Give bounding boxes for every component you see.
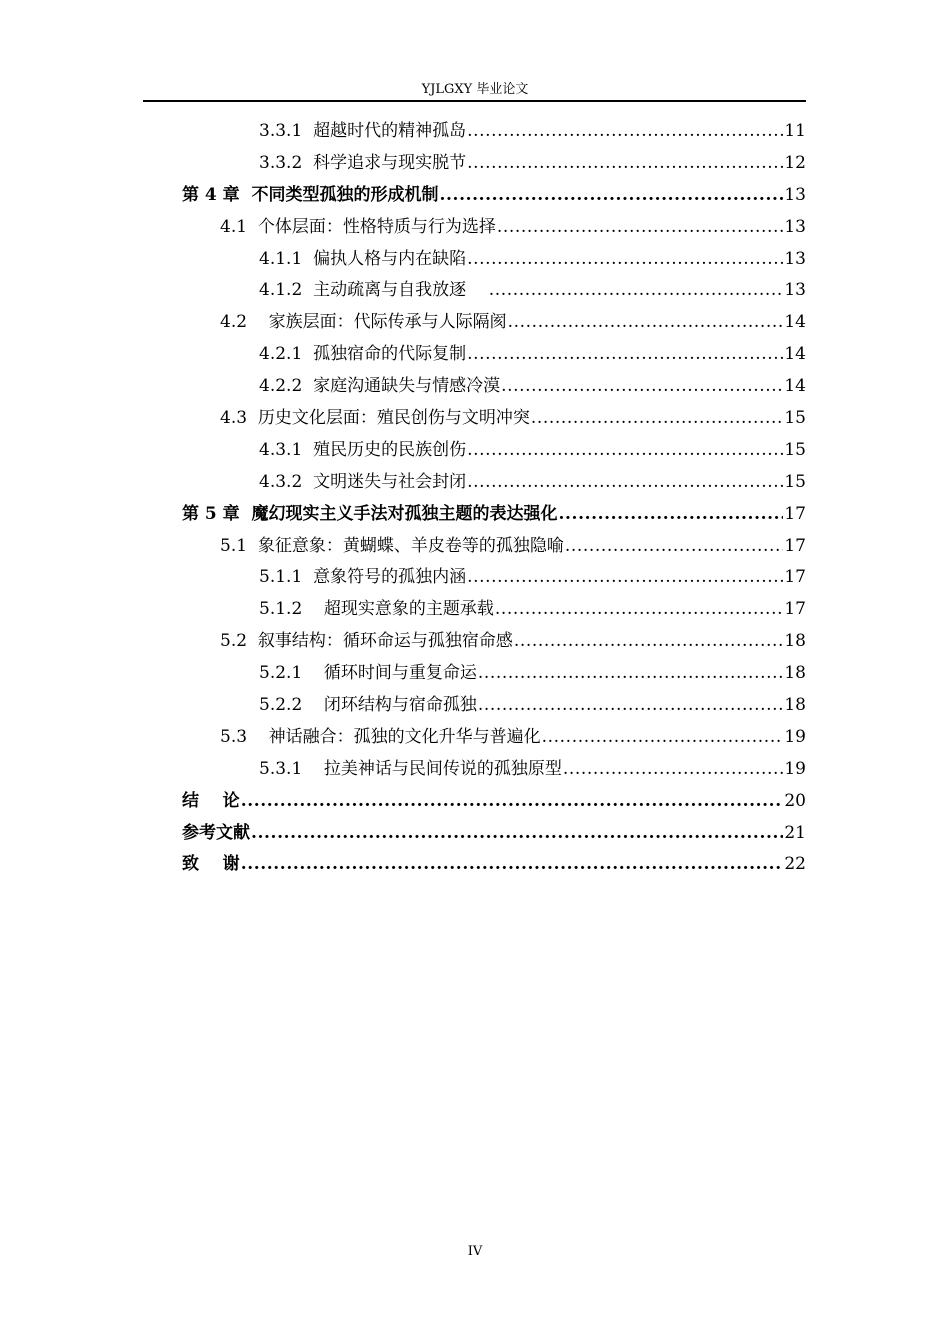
toc-entry-gap [302, 658, 324, 690]
toc-entry-title: 家族层面：代际传承与人际隔阂 [268, 312, 507, 333]
toc-dot-leader [467, 562, 783, 594]
toc-entry-number: 5.2.2 [259, 695, 303, 716]
toc-entry-page: 13 [784, 184, 806, 205]
toc-entry-title: 家庭沟通缺失与情感冷漠 [313, 376, 501, 397]
toc-entry-number: 4.2 [220, 312, 248, 333]
toc-entry-page: 19 [784, 758, 806, 779]
toc-dot-leader [514, 626, 784, 658]
toc-entry-gap [240, 180, 252, 212]
toc-dot-leader [542, 722, 784, 754]
toc-entry-page: 17 [784, 535, 806, 556]
toc-entry-title: 结 论 [182, 790, 240, 811]
toc-entry-number: 5.3.1 [259, 758, 303, 779]
toc-entry-title: 超现实意象的主题承载 [323, 599, 494, 620]
toc-entry-gap [302, 594, 324, 626]
toc-entry-gap [302, 275, 313, 307]
toc-entry-gap [302, 754, 324, 786]
toc-dot-leader [501, 371, 783, 403]
toc-entry-page: 18 [784, 663, 806, 684]
toc-entry-title: 超越时代的精神孤岛 [313, 121, 467, 141]
toc-entry-page: 13 [784, 216, 806, 237]
toc-entry-title: 叙事结构：循环命运与孤独宿命感 [257, 631, 513, 652]
toc-entry-gap [302, 244, 313, 276]
toc-entry-title: 拉美神话与民间传说的孤独原型 [323, 758, 562, 779]
toc-entry[interactable] [182, 531, 806, 563]
toc-entry-page: 19 [784, 726, 806, 747]
toc-entry[interactable] [182, 722, 806, 754]
toc-entry-page: 15 [784, 471, 806, 492]
toc-entry[interactable] [182, 244, 806, 276]
toc-entry-gap [302, 116, 313, 148]
toc-entry-page: 14 [784, 312, 806, 333]
toc-entry-title: 科学追求与现实脱节 [313, 152, 467, 173]
toc-entry-gap [302, 148, 313, 180]
page-number: IV [467, 1244, 483, 1259]
toc-entry-gap [302, 690, 324, 722]
toc-entry-number: 第 5 章 [182, 503, 240, 524]
toc-entry[interactable] [182, 339, 806, 371]
toc-entry-page: 14 [784, 376, 806, 397]
toc-entry-title: 文明迷失与社会封闭 [313, 471, 467, 492]
toc-entry-page: 17 [784, 567, 806, 588]
toc-entry-number: 4.2.1 [259, 344, 303, 365]
toc-entry-title: 意象符号的孤独内涵 [313, 567, 467, 588]
toc-entry[interactable] [182, 754, 806, 786]
page-header: YJLGXY 毕业论文 [421, 82, 529, 97]
toc-entry-title: 象征意象：黄蝴蝶、羊皮卷等的孤独隐喻 [257, 535, 564, 556]
toc-entry[interactable] [182, 849, 806, 881]
toc-dot-leader [467, 467, 783, 499]
toc-entry[interactable] [182, 403, 806, 435]
toc-entry-page: 12 [784, 152, 806, 173]
toc-dot-leader [440, 180, 784, 212]
toc-dot-leader [489, 275, 784, 307]
toc-dot-leader [467, 244, 783, 276]
toc-dot-leader [531, 403, 784, 435]
toc-entry-number: 4.2.2 [259, 376, 303, 397]
toc-entry[interactable] [182, 658, 806, 690]
toc-entry-title: 魔幻现实主义手法对孤独主题的表达强化 [251, 503, 558, 524]
toc-entry[interactable] [182, 626, 806, 658]
toc-entry-title: 致 谢 [182, 854, 240, 875]
toc-entry-number: 5.2 [220, 631, 248, 652]
toc-entry-title: 殖民历史的民族创伤 [313, 439, 467, 460]
toc-dot-leader [467, 116, 783, 148]
toc-entry-title: 偏执人格与内在缺陷 [313, 248, 467, 269]
toc-entry[interactable] [182, 371, 806, 403]
toc-entry-title: 参考文献 [182, 822, 250, 843]
toc-entry-gap [247, 403, 258, 435]
toc-dot-leader [495, 594, 783, 626]
toc-entry-page: 20 [784, 790, 806, 811]
toc-entry-number: 5.2.1 [259, 663, 303, 684]
toc-entry[interactable] [182, 307, 806, 339]
toc-entry-number: 4.1.2 [259, 280, 303, 301]
toc-entry-gap [302, 339, 313, 371]
toc-entry[interactable] [182, 594, 806, 626]
toc-entry[interactable] [182, 275, 806, 307]
toc-entry-gap [302, 562, 313, 594]
toc-entry-number: 4.3.1 [259, 439, 303, 460]
toc-entry-gap [247, 722, 269, 754]
toc-entry[interactable] [182, 690, 806, 722]
toc-entry-number: 4.3.2 [259, 471, 303, 492]
toc-entry-page: 18 [784, 631, 806, 652]
toc-entry-page: 13 [784, 248, 806, 269]
toc-dot-leader [241, 849, 784, 881]
toc-dot-leader [251, 818, 783, 850]
toc-entry-title: 孤独宿命的代际复制 [313, 344, 467, 365]
toc-entry[interactable] [182, 148, 806, 180]
toc-entry-number: 3.3.1 [259, 121, 303, 141]
toc-entry[interactable] [182, 212, 806, 244]
toc-entry-gap [247, 307, 269, 339]
toc-dot-leader [241, 786, 784, 818]
toc-entry-title: 神话融合：孤独的文化升华与普遍化 [268, 726, 541, 747]
toc-dot-leader [563, 754, 783, 786]
toc-entry-number: 4.1 [220, 216, 248, 237]
toc-entry-number: 第 4 章 [182, 184, 240, 205]
toc-entry-number: 5.1 [220, 535, 248, 556]
toc-entry-number: 5.1.1 [259, 567, 303, 588]
toc-entry-gap [302, 435, 313, 467]
toc-entry-page: 15 [784, 408, 806, 429]
toc-entry-gap [302, 467, 313, 499]
toc-entry[interactable] [182, 180, 806, 212]
toc-entry-page: 14 [784, 344, 806, 365]
toc-entry[interactable] [182, 786, 806, 818]
toc-entry[interactable] [182, 435, 806, 467]
toc-entry-title: 主动疏离与自我放逐 [313, 280, 488, 301]
toc-entry-title: 不同类型孤独的形成机制 [251, 184, 439, 205]
toc-entry-page: 22 [784, 854, 806, 875]
toc-dot-leader [467, 435, 783, 467]
toc-entry-number: 4.3 [220, 408, 248, 429]
toc-entry[interactable] [182, 499, 806, 531]
toc-entry-title: 循环时间与重复命运 [323, 663, 477, 684]
toc-entry-title: 历史文化层面：殖民创伤与文明冲突 [257, 408, 530, 429]
toc-entry-number: 5.3 [220, 726, 248, 747]
toc-dot-leader [508, 307, 784, 339]
toc-entry[interactable] [182, 467, 806, 499]
table-of-contents [182, 116, 806, 881]
toc-entry-gap [247, 531, 258, 563]
toc-entry-number: 5.1.2 [259, 599, 303, 620]
toc-entry-page: 11 [784, 121, 806, 141]
toc-entry-page: 17 [784, 599, 806, 620]
toc-entry-page: 21 [784, 822, 806, 843]
header-rule [143, 100, 806, 102]
toc-dot-leader [467, 339, 783, 371]
toc-entry-title: 个体层面：性格特质与行为选择 [257, 216, 496, 237]
toc-entry[interactable] [182, 818, 806, 850]
toc-entry-number: 4.1.1 [259, 248, 303, 269]
toc-dot-leader [478, 690, 783, 722]
toc-entry-page: 15 [784, 439, 806, 460]
toc-entry-gap [302, 371, 313, 403]
toc-dot-leader [467, 148, 783, 180]
toc-dot-leader [565, 531, 784, 563]
toc-entry-page: 18 [784, 695, 806, 716]
toc-entry-gap [240, 499, 252, 531]
toc-dot-leader [478, 658, 783, 690]
toc-entry-page: 13 [784, 280, 806, 301]
toc-entry-number: 3.3.2 [259, 152, 303, 173]
toc-entry[interactable] [182, 562, 806, 594]
toc-entry-gap [247, 626, 258, 658]
toc-dot-leader [559, 499, 784, 531]
toc-dot-leader [497, 212, 784, 244]
toc-entry[interactable] [182, 116, 806, 148]
toc-entry-title: 闭环结构与宿命孤独 [323, 695, 477, 716]
toc-entry-page: 17 [784, 503, 806, 524]
toc-entry-gap [247, 212, 258, 244]
